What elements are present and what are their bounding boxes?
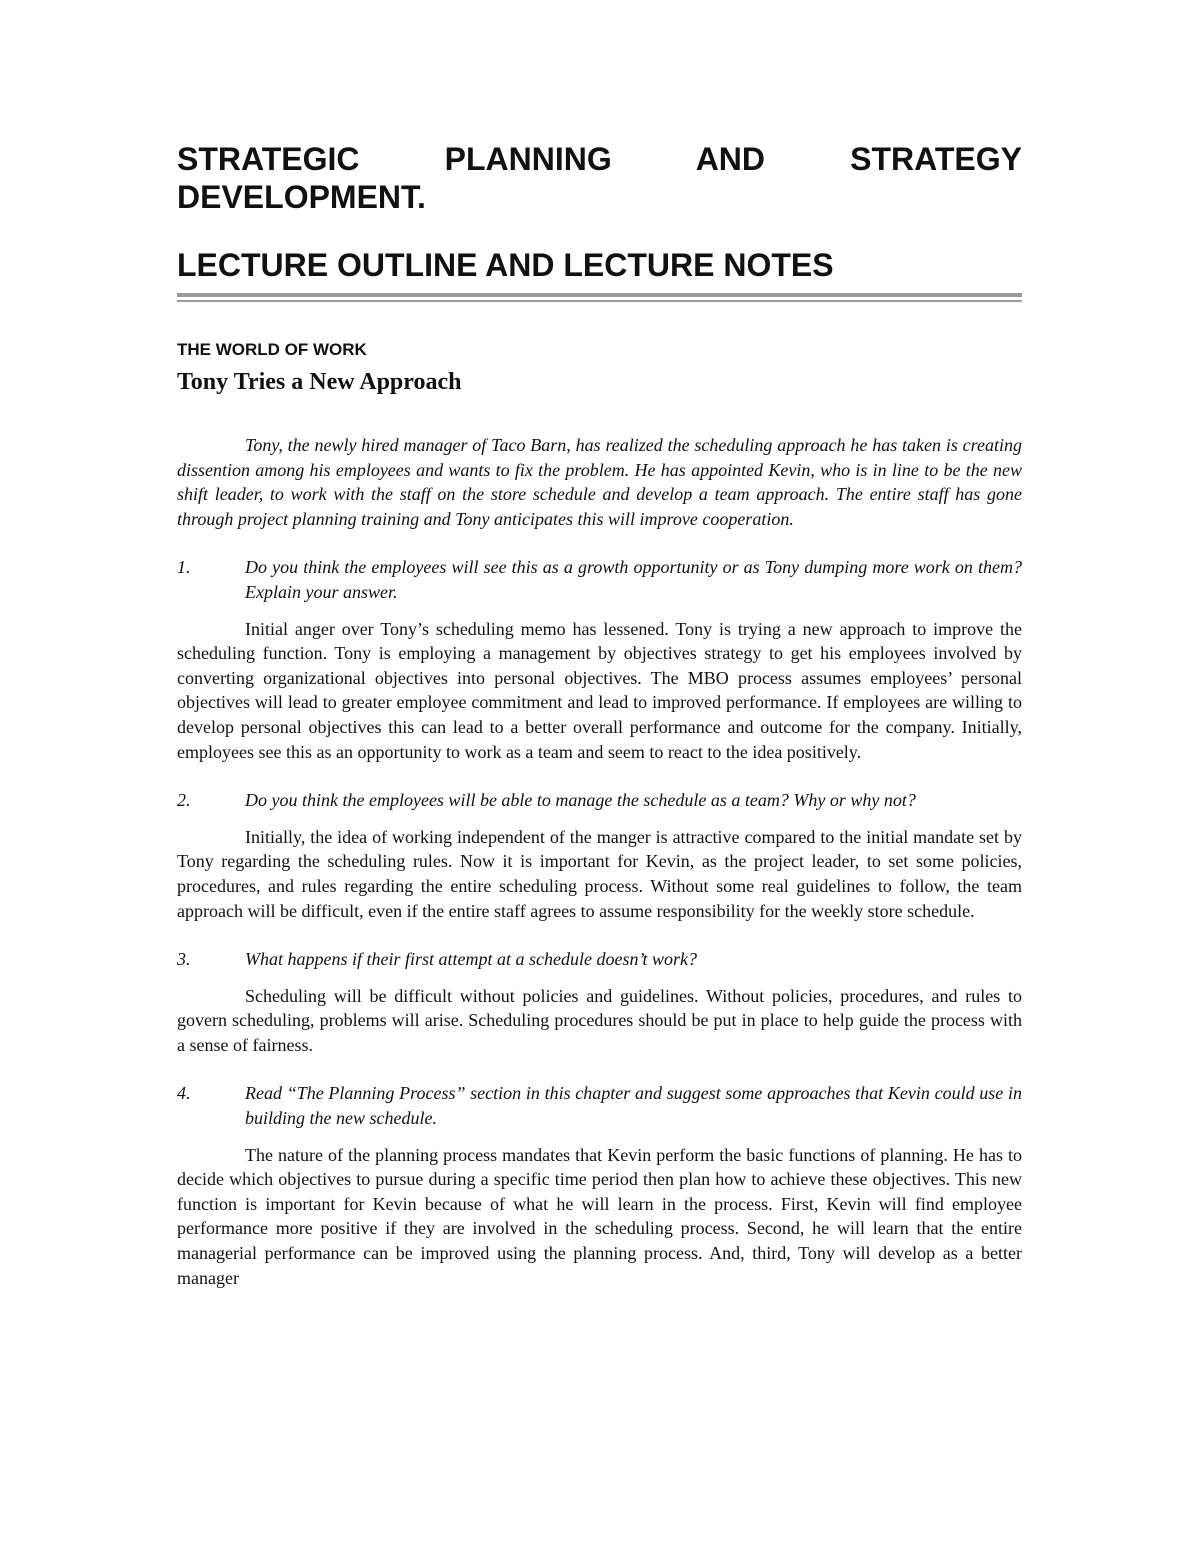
double-rule-divider [177,293,1022,303]
question-text: What happens if their first attempt at a schedule doesn’t work? [245,949,697,970]
section-label: THE WORLD OF WORK [177,340,367,359]
question-1 [177,555,1022,604]
question-text: Do you think the employees will see this as a growth opportunity or as Tony dumping more work on them? Explain your answer. [245,557,1022,602]
answer-4: The nature of the planning process mandates that Kevin perform the basic functions of planning. He has to decide which objectives to pursue during a specific time period then plan how to achieve these objectives. This new function is important for Kevin because of what he will learn in the process. First, Kevin will find employee performance more positive if they are involved in the scheduling process. Second, he will learn that the entire managerial performance can be improved using the planning process. And, third, Tony will develop as a better manager [177,1144,1022,1288]
page-content [177,140,1022,1290]
document-title: STRATEGIC PLANNING AND STRATEGY DEVELOPMENT. [177,141,1022,215]
question-2 [177,788,1022,813]
question-text: Do you think the employees will be able to manage the schedule as a team? Why or why not? [245,790,916,811]
question-number: 1. [177,557,191,578]
document-subtitle: LECTURE OUTLINE AND LECTURE NOTES [177,247,834,283]
rule-thick [177,293,1022,297]
question-number: 4. [177,1083,191,1104]
answer-3: Scheduling will be difficult without policies and guidelines. Without policies, procedures, and rules to govern scheduling, problems will arise. Scheduling procedures should be put in place to help guide the process with a sense of fairness. [177,985,1022,1055]
answer-2: Initially, the idea of working independent of the manger is attractive compared to the initial mandate set by Tony regarding the scheduling rules. Now it is important for Kevin, as the project leader, to set some policies, procedures, and rules regarding the entire scheduling process. Without some real guidelines to follow, the team approach will be difficult, even if the entire staff agrees to assume responsibility for the weekly store schedule. [177,826,1022,921]
question-4 [177,1081,1022,1130]
question-text: Read “The Planning Process” section in this chapter and suggest some approaches that Kevin could use in building the new schedule. [245,1083,1022,1129]
question-number: 2. [177,790,191,811]
case-intro-paragraph: Tony, the newly hired manager of Taco Barn, has realized the scheduling approach he has taken is creating dissention among his employees and wants to fix the problem. He has appointed Kevin, who is in line to be the new shift leader, to work with the staff on the store schedule and develop a team approach. The entire staff has gone through project planning training and Tony anticipates this will improve cooperation. [177,435,1022,529]
case-title: Tony Tries a New Approach [177,369,462,395]
question-3 [177,947,1022,972]
answer-1: Initial anger over Tony’s scheduling memo has lessened. Tony is trying a new approach to improve the scheduling function. Tony is employing a management by objectives strategy to get his employees involved by converting organizational objectives into personal objectives. The MBO process assumes employees’ personal objectives will lead to greater employee commitment and lead to improved performance. If employees are willing to develop personal objectives this can lead to a better overall performance and outcome for the company. Initially, employees see this as an opportunity to work as a team and seem to react to the idea positively. [177,618,1022,762]
question-number: 3. [177,949,191,970]
rule-thin [177,300,1022,302]
